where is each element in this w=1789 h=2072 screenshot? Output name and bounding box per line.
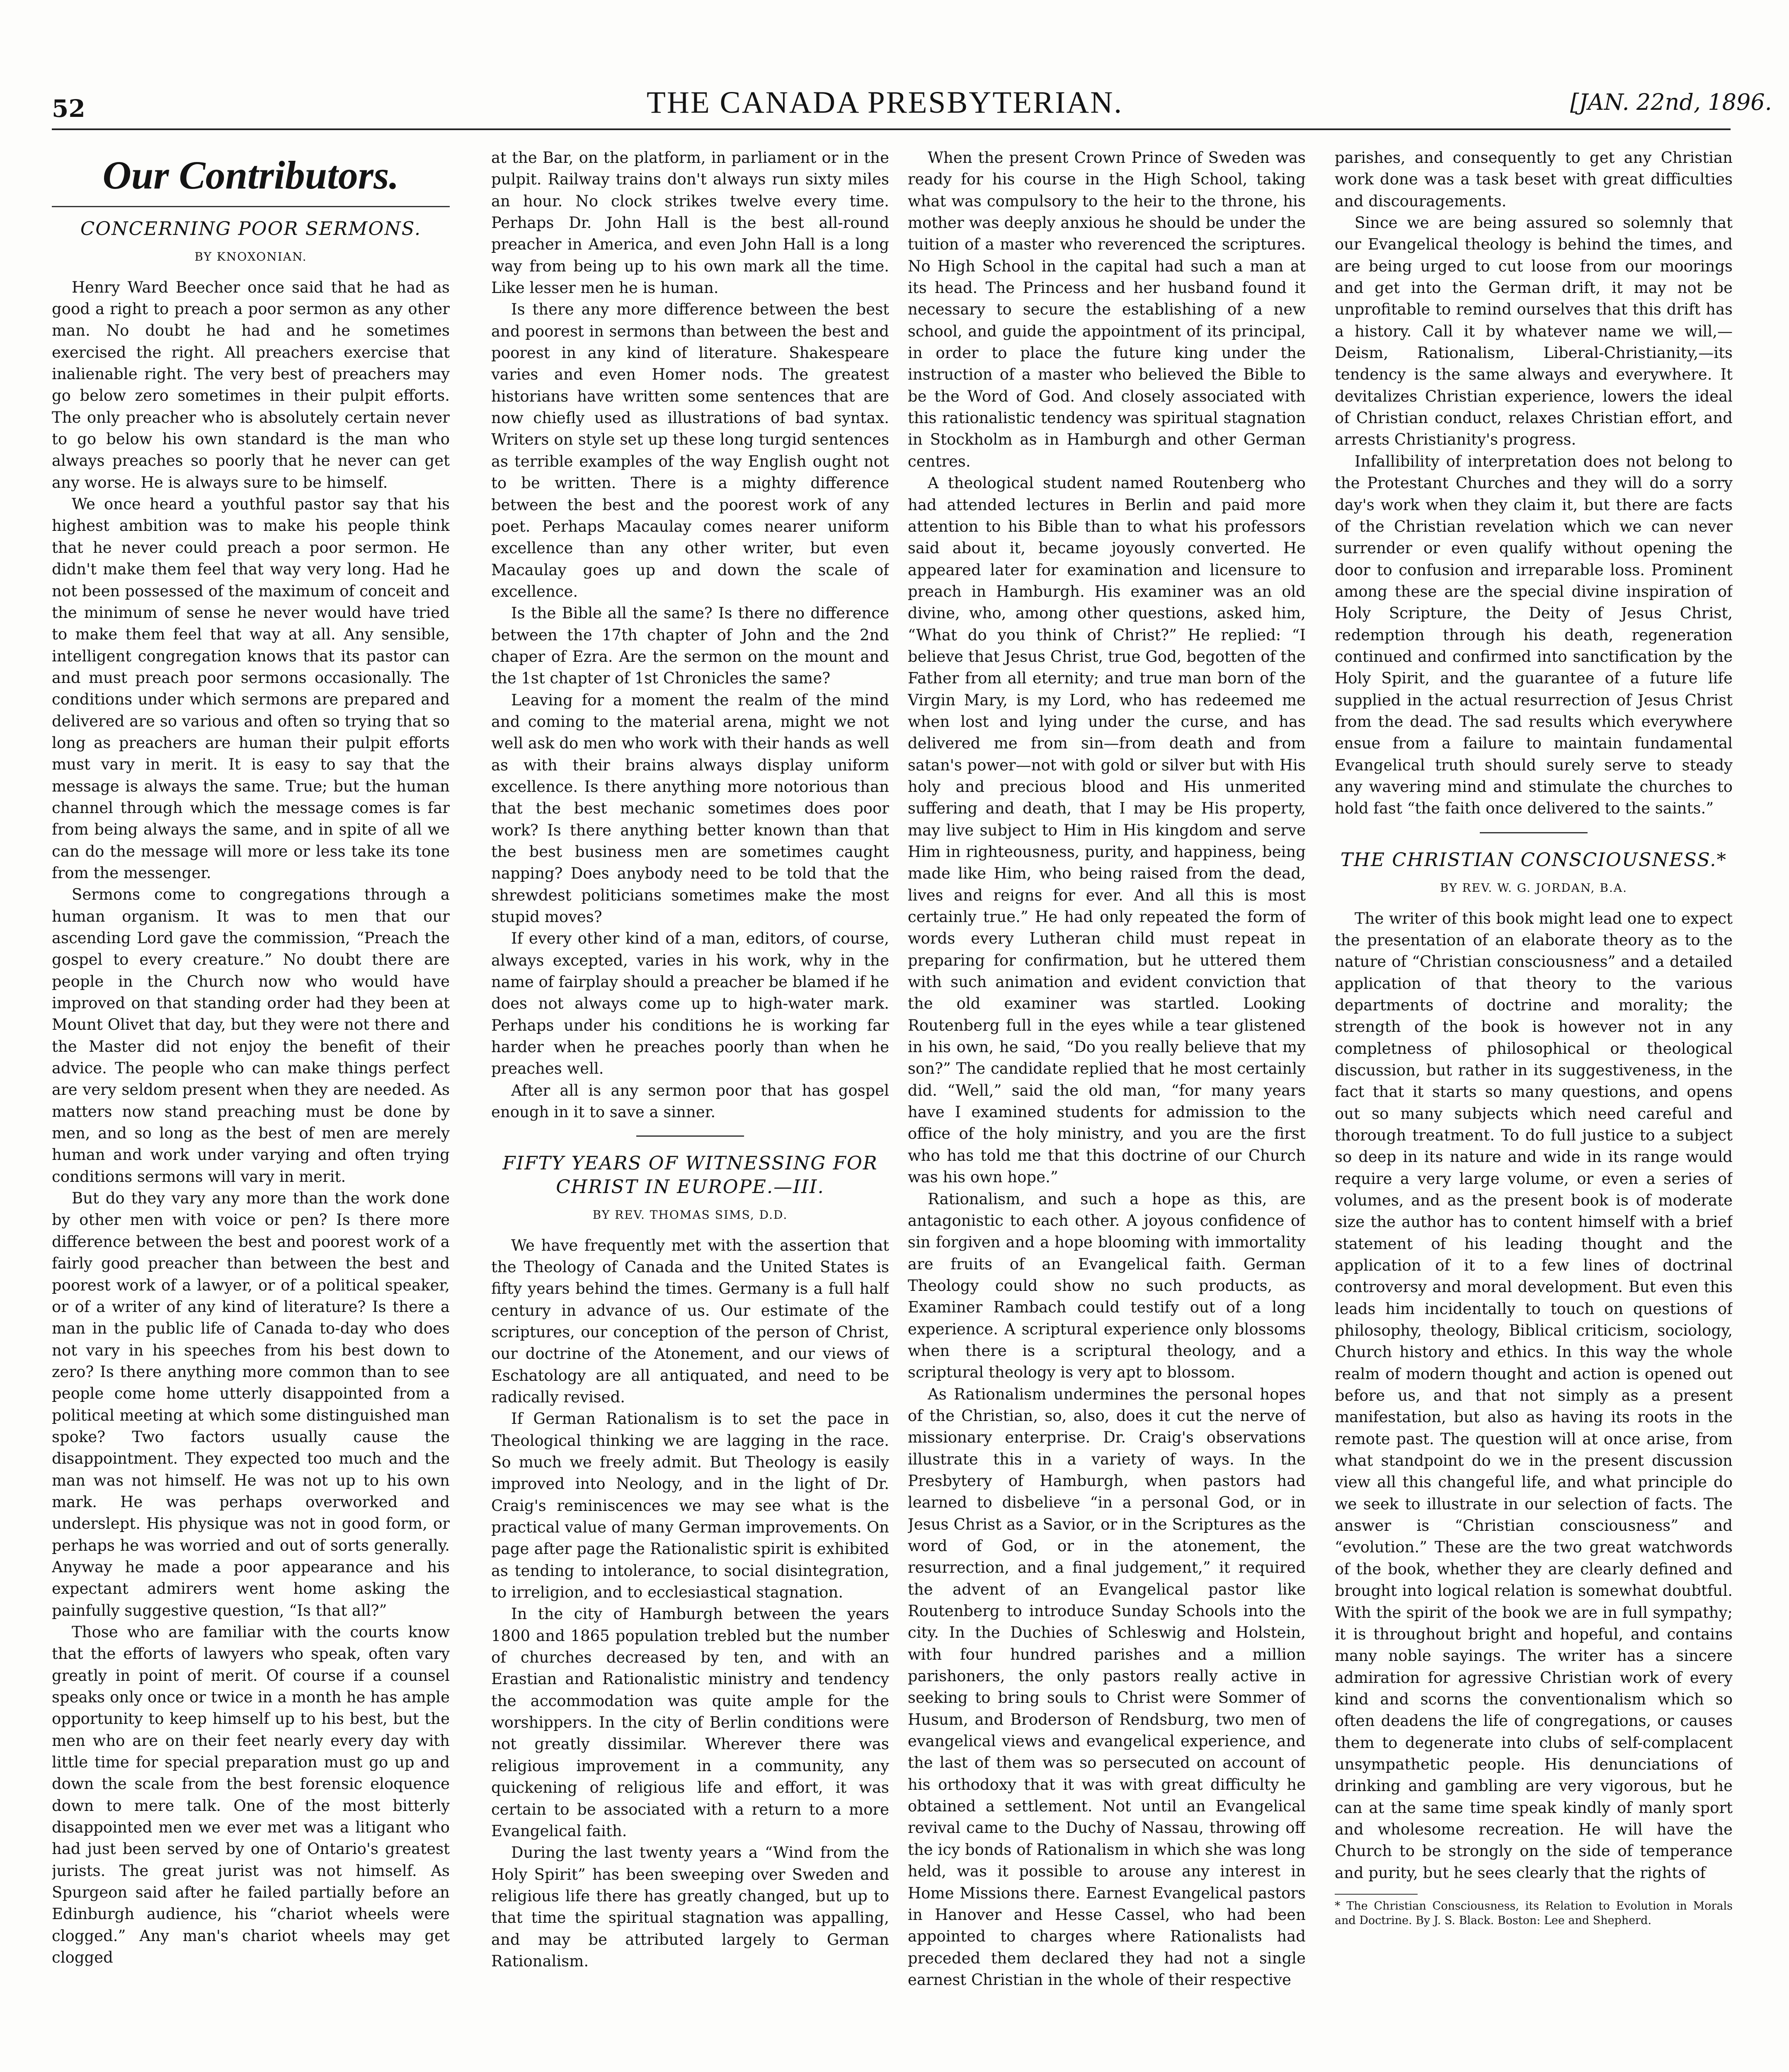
article-divider <box>1480 832 1588 833</box>
paragraph: Is there any more difference between the best and poorest in sermons than between the best and poorest in any kind of literature. Shakespeare varies and even Homer nods. The greatest historians have written some sentences that are now chiefly used as illustrations of bad syntax. Writers on style set up these long turgid sentences as terrible examples of the way English ought not to be written. There is a mighty difference between the best and the poorest work of any poet. Perhaps Macaulay comes nearer uniform excellence than any other writer, but even Macaulay goes up and down the scale of excellence. <box>491 300 889 600</box>
header-rule <box>52 128 1731 130</box>
masthead-title: THE CANADA PRESBYTERIAN. <box>647 85 1123 120</box>
paragraph: Henry Ward Beecher once said that he had as good a right to preach a poor sermon as any other man. No doubt he had and he sometimes exercised the right. All preachers exercise that inalienable right. The very best of preachers may go below zero sometimes in their pulpit efforts. The only preacher who is absolutely certain never to go below his own standard is the man who always preaches so poorly that he never can get any worse. He is always sure to be himself. <box>52 278 450 491</box>
article-title: THE CHRISTIAN CONSCIOUSNESS.* <box>1340 848 1727 871</box>
column-3 <box>908 147 1306 2072</box>
article-title: FIFTY YEARS OF WITNESSING FOR CHRIST IN EUROPE.—III. <box>502 1152 878 1198</box>
article-byline: BY KNOXONIAN. <box>194 250 307 264</box>
column-4 <box>1335 147 1733 2072</box>
paragraph: When the present Crown Prince of Sweden was ready for his course in the High School, taking what was compulsory to the heir to the throne, his mother was deeply anxious he should be under the tuition of a master who reverenced the scriptures. No High School in the capital had such a man at its head. The Princess and her husband found it necessary to secure the establishing of a new school, and guide the appointment of its principal, in order to place the future king under the instruction of a master who believed the Bible to be the Word of God. And closely associated with this rationalistic tendency was spiritual stagnation in Stockholm as in Hamburgh and other German centres. <box>908 149 1306 470</box>
paragraph: Sermons come to congregations through a human organism. It was to men that our ascending Lord gave the commission, “Preach the gospel to every creature.” No doubt there are people in the Church now who would have improved on that standing order had they been at Mount Olivet that day, but they were not there and the Master did not enjoy the benefit of their advice. The people who can make things perfect are very seldom present when they are needed. As matters now stand preaching must be done by men, and so long as the best of men are merely human and work under varying and often trying conditions sermons will vary in merit. <box>52 886 450 1186</box>
paragraph: Since we are being assured so solemnly that our Evangelical theology is behind the times, and are being urged to cut loose from our moorings and get into the German drift, it may not be unprofitable to remind ourselves that this drift has a history. Call it by whatever name we will,—Deism, Rationalism, Liberal-Christianity,—its tendency is the same always and everywhere. It devitalizes Christian experience, lowers the ideal of Christian conduct, relaxes Christian effort, and arrests Christianity's progress. <box>1335 214 1733 449</box>
paragraph: But do they vary any more than the work done by other men with voice or pen? Is there more difference between the best and poorest work of a fairly good preacher than between the best and poorest work of a lawyer, or of a political speaker, or of a writer of any kind of literature? Is there a man in the public life of Canada to-day who does not vary in his speeches from his best down to zero? Is there anything more common than to see people come home utterly disappointed from a political meeting at which some distinguished man spoke? Two factors usually cause the disappointment. They expected too much and the man was not himself. He was not up to his own mark. He was perhaps overworked and underslept. His physique was not in good form, or perhaps he was worried and out of sorts generally. Anyway he made a poor appearance and his expectant admirers went home asking the painfully suggestive question, “Is that all?” <box>52 1189 450 1619</box>
paragraph: A theological student named Routenberg who had attended lectures in Berlin and paid more attention to his Bible than to what his professors said about it, became joyously converted. He appeared later for examination and licensure to preach in Hamburgh. His examiner was an old divine, who, among other questions, asked him, “What do you think of Christ?” He replied: “I believe that Jesus Christ, true God, begotten of the Father from all eternity; and true man born of the Virgin Mary, is my Lord, who has redeemed me when lost and lying under the curse, and has delivered me from sin—from death and from satan's power—not with gold or silver but with His holy and precious blood and His unmerited suffering and death, that I may be His property, may live subject to Him in His kingdom and serve Him in righteousness, purity, and happiness, being made like Him, who being raised from the dead, lives and reigns for ever. And all this is most certainly true.” He had only repeated the form of words every Lutheran child must repeat in preparing for confirmation, but he uttered them with such animation and evident conviction that the old examiner was startled. Looking Routenberg full in the eyes while a tear glistened in his own, he said, “Do you really believe that my son?” The candidate replied that he most certainly did. “Well,” said the old man, “for many years have I examined students for admission to the office of the holy ministry, and you are the first who has told me that this doctrine of our Church was his own hope.” <box>908 474 1306 1186</box>
paragraph: In the city of Hamburgh between the years 1800 and 1865 population trebled but the number of churches decreased by ten, and with an Erastian and Rationalistic ministry and tendency the accommodation was quite ample for the worshippers. In the city of Berlin conditions were not greatly dissimilar. Wherever there was religious improvement in a community, any quickening of religious life and effort, it was certain to be associated with a return to a more Evangelical faith. <box>491 1605 889 1840</box>
issue-date: [JAN. 22nd, 1896. <box>1570 89 1772 115</box>
paragraph: The writer of this book might lead one to expect the presentation of an elaborate theory as to the nature of “Christian consciousness” and a detailed application of that theory to the various departments of doctrine and morality; the strength of the book is however not in any completness of philosophical or theological discussion, but rather in its suggestiveness, in the fact that it starts so many questions, and opens out so many subjects which need careful and thorough treatment. To do full justice to a subject so deep in its nature and wide in its range would require a very large volume, or even a series of volumes, and as the present book is of moderate size the author has to content himself with a brief statement of his leading thought and the application of it to a few lines of doctrinal controversy and moral development. But even this leads him incidentally to touch on questions of philosophy, theology, Biblical criticism, sociology, Church history and ethics. In this way the whole realm of modern thought and action is opened out before us, and that not simply as a present manifestation, but also as having its roots in the remote past. The question will at once arise, from what standpoint do we in the present discussion view all this changeful life, and what principle do we seek to illustrate in our selection of facts. The answer is “Christian consciousness” and “evolution.” These are the two great watchwords of the book, whether they are clearly defined and brought into logical relation is somewhat doubtful. With the spirit of the book we are in full sympathy; it is throughout bright and hopeful, and contains many noble sayings. The writer has a sincere admiration for agressive Christian work of every kind and scorns the conventionalism which so often deadens the life of congregations, or causes them to degenerate into clubs of self-complacent unsympathetic people. His denunciations of drinking and gambling are very vigorous, but he can at the same time speak kindly of manly sport and wholesome recreation. He will have the Church to be strongly on the side of temperance and purity, but he sees clearly that the rights of <box>1335 909 1733 1882</box>
paragraph: After all is any sermon poor that has gospel enough in it to save a sinner. <box>491 1081 889 1121</box>
paragraph: We have frequently met with the assertion that the Theology of Canada and the United States is fifty years behind the times. Germany is a full half century in advance of us. Our estimate of the scriptures, our conception of the person of Christ, our doctrine of the Atonement, and our views of Eschatology are all antiquated, and need to be radically revised. <box>491 1236 889 1406</box>
section-rule <box>52 206 450 207</box>
paragraph: Those who are familiar with the courts know that the efforts of lawyers who speak, often vary greatly in point of merit. Of course if a counsel speaks only once or twice in a month he has ample opportunity to keep himself up to his best, but the men who are on their feet nearly every day with little time for special preparation must go up and down the scale from the best forensic eloquence down to mere talk. One of the most bitterly disappointed men we ever met was a litigant who had just been served by one of Ontario's greatest jurists. The great jurist was not himself. As Spurgeon said after he failed partially before an Edinburgh audience, his “chariot wheels were clogged.” Any man's chariot wheels may get clogged <box>52 1623 450 1967</box>
paragraph: Leaving for a moment the realm of the mind and coming to the material arena, might we not well ask do men who work with their hands as well as with their brains always display uniform excellence. Is there anything more notorious than that the best mechanic sometimes does poor work? Is there anything better known than that the best business men are sometimes caught napping? Does anybody need to be told that the shrewdest politicians sometimes make the most stupid moves? <box>491 691 889 926</box>
paragraph: Is the Bible all the same? Is there no difference between the 17th chapter of John and the 2nd chaper of Ezra. Are the sermon on the mount and the 1st chapter of 1st Chronicles the same? <box>491 604 889 687</box>
paragraph: Infallibility of interpretation does not belong to the Protestant Churches and they will do a sorry day's work when they claim it, but there are facts of the Christian revelation which we can never surrender or even qualify without opening the door to confusion and irreparable loss. Prominent among these are the special divine inspiration of Holy Scripture, the Deity of Jesus Christ, redemption through his death, regeneration continued and confirmed into sanctification by the Holy Spirit, and the guarantee of a future life supplied in the actual resurrection of Jesus Christ from the dead. The sad results which everywhere ensue from a failure to maintain fundamental Evangelical truth should surely serve to steady any wavering mind and stimulate the churches to hold fast “the faith once delivered to the saints.” <box>1335 452 1733 818</box>
paragraph: If every other kind of a man, editors, of course, always excepted, varies in his work, why in the name of fairplay should a preacher be blamed if he does not always come up to high-water mark. Perhaps under his conditions he is working far harder when he preaches poorly than when he preaches well. <box>491 929 889 1078</box>
column-1 <box>52 147 450 2072</box>
section-heading: Our Contributors. <box>102 153 399 197</box>
paragraph: During the last twenty years a “Wind from the Holy Spirit” has been sweeping over Sweden and religious life there has greatly changed, but up to that time the spiritual stagnation was appalling, and may be attributed largely to German Rationalism. <box>491 1844 889 1970</box>
paragraph: Rationalism, and such a hope as this, are antagonistic to each other. A joyous confidence of sin forgiven and a hope blooming with immortality are fruits of an Evangelical faith. German Theology could show no such products, as Examiner Rambach could testify out of a long experience. A scriptural experience only blossoms when there is a scriptural theology, and a scriptural theology is very apt to blossom. <box>908 1190 1306 1382</box>
column-2 <box>491 147 889 2072</box>
paragraph: As Rationalism undermines the personal hopes of the Christian, so, also, does it cut the nerve of missionary enterprise. Dr. Craig's observations illustrate this in a variety of ways. In the Presbytery of Hamburgh, when pastors had learned to disbelieve “in a personal God, or in Jesus Christ as a Savior, or in the Scriptures as the word of God, or in the atonement, the resurrection, and a final judgement,” it required the advent of an Evangelical pastor like Routenberg to introduce Sunday Schools into the city. In the Duchies of Schleswig and Holstein, with four hundred parishes and a million parishoners, the only pastors really active in seeking to bring souls to Christ were Sommer of Husum, and Broderson of Rendsburg, two men of evangelical views and evangelical experience, and the last of them was so persecuted on account of his orthodoxy that it was with great difficulty he obtained a settlement. Not until an Evangelical revival came to the Duchy of Nassau, throwing off the icy bonds of Rationalism in which she was long held, was it possible to arouse any interest in Home Missions there. Earnest Evangelical pastors in Hanover and Hesse Cassel, who had been appointed to charges where Rationalists had preceded them declared they had not a single earnest Christian in the whole of their respective <box>908 1385 1306 1989</box>
paragraph: We once heard a youthful pastor say that his highest ambition was to make his people think that he never could preach a poor sermon. He didn't make them feel that way very long. Had he not been possessed of the maximum of conceit and the minimum of sense he never would have tried to make them feel that way at all. Any sensible, intelligent congregation knows that its pastor can and must preach poor sermons occasionally. The conditions under which sermons are prepared and delivered are so various and often so trying that so long as preachers are human their pulpit efforts must vary in merit. It is easy to say that the message is always the same. True; but the human channel through which the message comes is far from being always the same, and in spite of all we can do the message will more or less take its tone from the messenger. <box>52 495 450 882</box>
footnote-rule <box>1335 1894 1418 1895</box>
footnote: * The Christian Consciousness, its Relation to Evolution in Morals and Doctrine. By J. S. Black. Boston: Lee and Shepherd. <box>1335 1899 1733 1927</box>
paragraph: at the Bar, on the platform, in parliament or in the pulpit. Railway trains don't always run sixty miles an hour. No clock strikes twelve every time. Perhaps Dr. John Hall is the best all-round preacher in America, and even John Hall is a long way from being up to his own mark all the time. Like lesser men he is human. <box>491 149 889 297</box>
paragraph: If German Rationalism is to set the pace in Theological thinking we are lagging in the race. So much we freely admit. But Theology is easily improved into Neology, and in the light of Dr. Craig's reminiscences we may see what is the practical value of many German improvements. On page after page the Rationalistic spirit is exhibited as tending to intolerance, to social disintegration, to irreligion, and to ecclesiastical stagnation. <box>491 1410 889 1602</box>
article-title: CONCERNING POOR SERMONS. <box>80 217 422 240</box>
article-divider <box>636 1135 744 1137</box>
article-byline: BY REV. THOMAS SIMS, D.D. <box>592 1208 788 1222</box>
page-number: 52 <box>52 94 85 123</box>
paragraph: parishes, and consequently to get any Christian work done was a task beset with great difficulties and discouragements. <box>1335 149 1733 210</box>
article-byline: BY REV. W. G. JORDAN, B.A. <box>1440 881 1627 895</box>
